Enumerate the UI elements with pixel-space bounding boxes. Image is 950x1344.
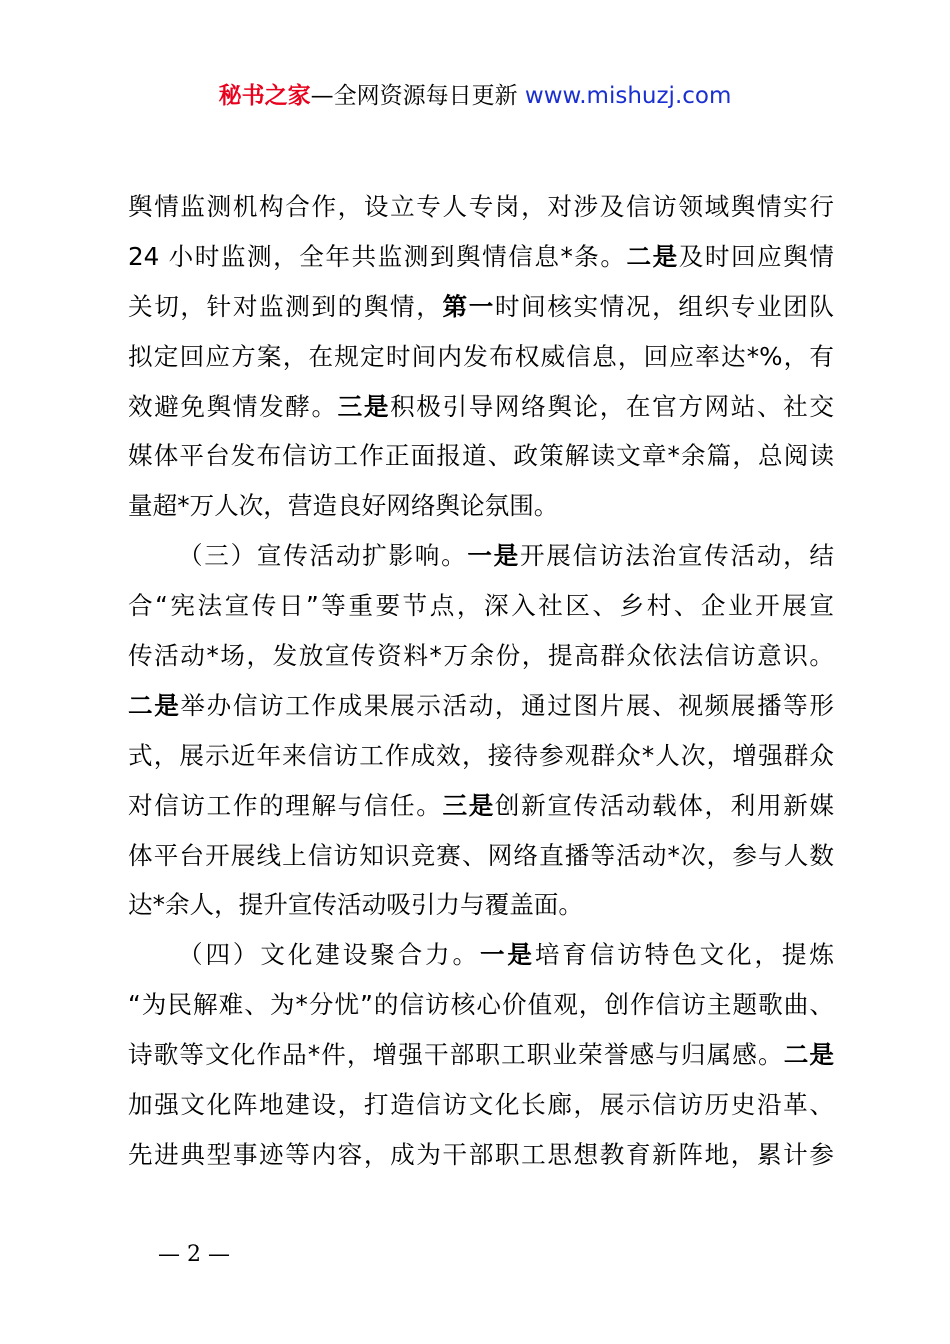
document-header bbox=[0, 80, 950, 112]
body-line: 媒体平台发布信访工作正面报道、政策解读文章*余篇，总阅读 bbox=[128, 441, 834, 471]
body-line: 加强文化阵地建设，打造信访文化长廊，展示信访历史沿革、 bbox=[128, 1090, 834, 1120]
body-line: 传活动*场，发放宣传资料*万余份，提高群众依法信访意识。 bbox=[128, 641, 834, 671]
body-line: 拟定回应方案，在规定时间内发布权威信息，回应率达*%，有 bbox=[128, 341, 834, 371]
document-body bbox=[128, 182, 834, 1180]
body-line: 合“宪法宣传日”等重要节点，深入社区、乡村、企业开展宣 bbox=[128, 591, 834, 621]
page-number: — 2 — bbox=[158, 1242, 230, 1267]
body-line: 先进典型事迹等内容，成为干部职工思想教育新阵地，累计参 bbox=[128, 1139, 834, 1169]
header-tagline: —全网资源每日更新 bbox=[310, 83, 518, 109]
body-line: “为民解难、为*分忧”的信访核心价值观，创作信访主题歌曲、 bbox=[128, 990, 834, 1020]
body-line: 对信访工作的理解与信任。三是创新宣传活动载体，利用新媒 bbox=[128, 790, 834, 820]
body-line: 关切，针对监测到的舆情，第一时间核实情况，组织专业团队 bbox=[128, 291, 834, 321]
body-line: 式，展示近年来信访工作成效，接待参观群众*人次，增强群众 bbox=[128, 740, 834, 770]
body-line: 达*余人，提升宣传活动吸引力与覆盖面。 bbox=[128, 890, 583, 920]
site-url[interactable]: www.mishuzj.com bbox=[524, 83, 732, 109]
body-line: 诗歌等文化作品*件，增强干部职工职业荣誉感与归属感。二是 bbox=[128, 1040, 834, 1070]
body-line: 舆情监测机构合作，设立专人专岗，对涉及信访领域舆情实行 bbox=[128, 192, 834, 221]
body-line: 体平台开展线上信访知识竞赛、网络直播等活动*次，参与人数 bbox=[128, 840, 834, 870]
brand-name: 秘书之家 bbox=[218, 83, 311, 109]
body-line: 二是举办信访工作成果展示活动，通过图片展、视频展播等形 bbox=[128, 690, 834, 720]
body-line: 效避免舆情发酵。三是积极引导网络舆论，在官方网站、社交 bbox=[128, 391, 834, 421]
section-heading-line: （三）宣传活动扩影响。一是开展信访法治宣传活动，结 bbox=[178, 541, 834, 571]
section-heading-line: （四）文化建设聚合力。一是培育信访特色文化，提炼 bbox=[178, 940, 834, 970]
body-line: 量超*万人次，营造良好网络舆论氛围。 bbox=[128, 491, 559, 521]
body-line: 24 小时监测，全年共监测到舆情信息*条。二是及时回应舆情 bbox=[128, 241, 834, 271]
